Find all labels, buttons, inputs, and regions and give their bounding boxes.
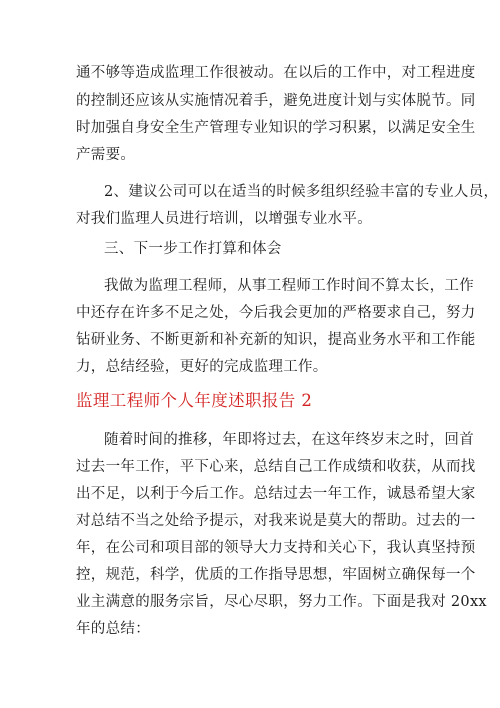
paragraph-4-line-1: 随着时间的推移，年即将过去，在这年终岁末之时，回首 (104, 432, 474, 448)
paragraph-2-line-2: 对我们监理人员进行培训，以增强专业水平。 (76, 211, 372, 227)
paragraph-3-line-4: 力，总结经验，更好的完成监理工作。 (76, 359, 328, 375)
paragraph-4-line-5: 年，在公司和项目部的领导大力支持和关心下，我认真坚持预 (76, 540, 476, 556)
paragraph-4-line-6: 控，规范，科学，优质的工作指导思想，牢固树立确保每一个 (76, 567, 476, 583)
paragraph-4-line-2: 过去一年工作，平下心来，总结自己工作成绩和收获，从而找 (76, 459, 476, 475)
paragraph-3-line-3: 钻研业务、不断更新和补充新的知识，提高业务水平和工作能 (76, 332, 476, 348)
paragraph-3-line-2: 中还存在许多不足之处，今后我会更加的严格要求自己，努力 (76, 305, 476, 321)
paragraph-1-line-1: 通不够等造成监理工作很被动。在以后的工作中，对工程进度 (76, 65, 476, 81)
paragraph-4-line-7: 业主满意的服务宗旨，尽心尽职，努力工作。下面是我对 20xx (76, 594, 487, 610)
paragraph-1-line-2: 的控制还应该从实施情况着手，避免进度计划与实体脱节。同 (76, 93, 476, 109)
paragraph-1-line-4: 产需要。 (76, 147, 136, 163)
paragraph-4-line-4: 对总结不当之处给予提示，对我来说是莫大的帮助。过去的一 (76, 513, 476, 529)
section-heading: 三、下一步工作打算和体会 (104, 241, 282, 257)
paragraph-2-line-1: 2、建议公司可以在适当的时候多组织经验丰富的专业人员， (104, 184, 499, 200)
paragraph-4-line-3: 出不足，以利于今后工作。总结过去一年工作，诚恳希望大家 (76, 486, 476, 502)
paragraph-4-line-8: 年的总结： (76, 621, 150, 637)
paragraph-1-line-3: 时加强自身安全生产管理专业知识的学习积累，以满足安全生 (76, 120, 476, 136)
paragraph-3-line-1: 我做为监理工程师，从事工程师工作时间不算太长，工作 (104, 278, 474, 294)
report-title: 监理工程师个人年度述职报告 2 (76, 391, 313, 410)
